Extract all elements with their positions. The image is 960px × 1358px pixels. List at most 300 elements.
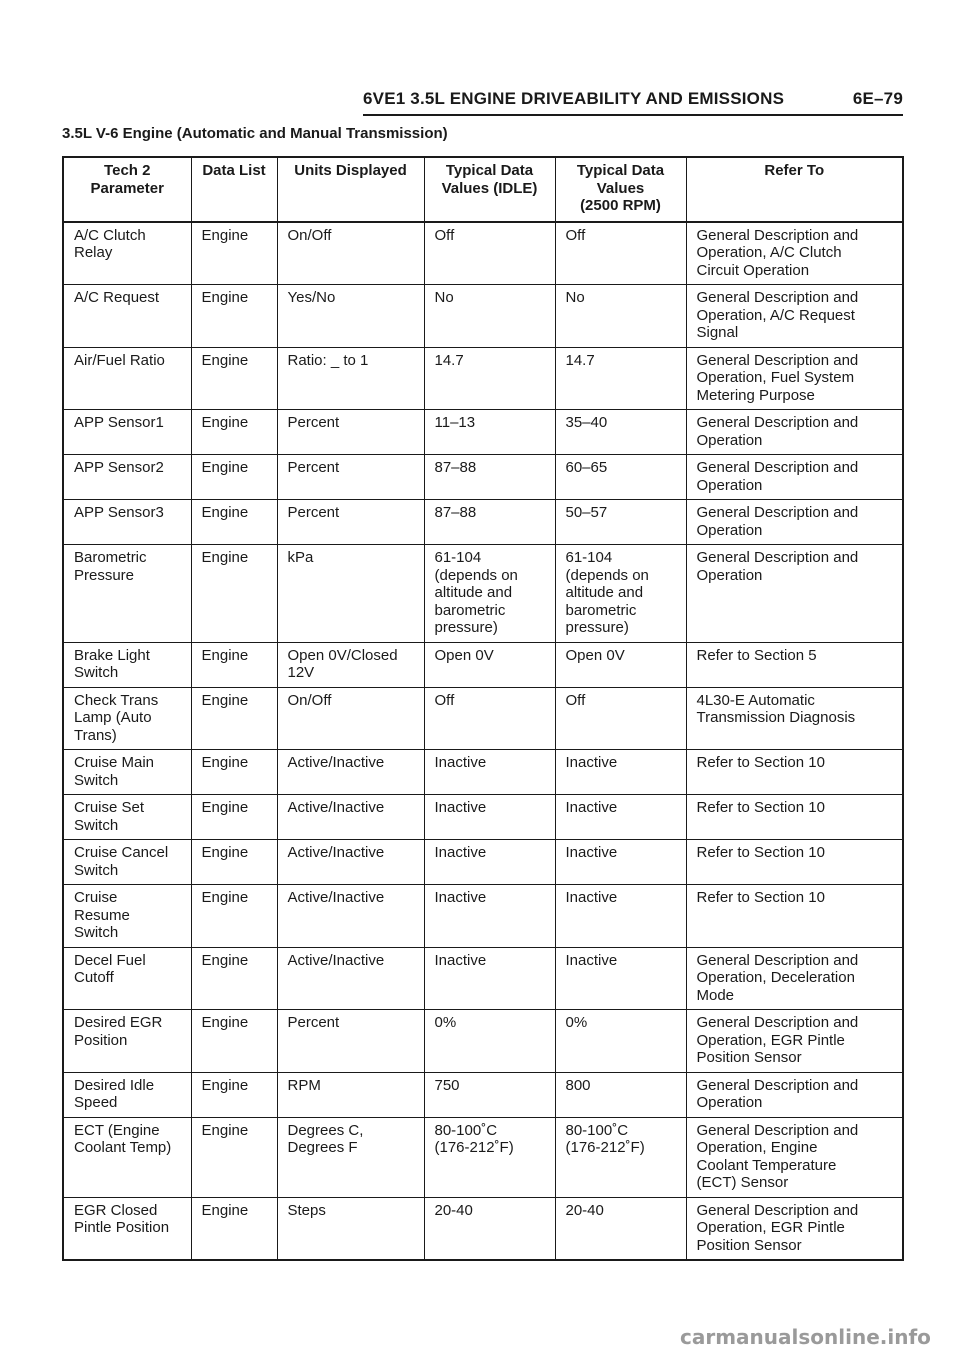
cell-line: General Description and <box>696 1121 859 1139</box>
cell-data-list <box>191 750 277 795</box>
cell-line: Operation, Fuel System <box>696 369 855 386</box>
cell-line: 80-100˚C <box>565 1121 629 1139</box>
cell-line: Engine <box>201 504 249 521</box>
cell-line: Parameter <box>90 179 164 197</box>
cell-typical-idle <box>424 1010 555 1073</box>
cell-units-displayed <box>277 642 424 687</box>
cell-line: 14.7 <box>565 351 595 369</box>
cell-line: No <box>565 289 585 306</box>
table-row <box>63 455 903 500</box>
cell-line: Relay <box>74 244 113 261</box>
cell-line: Operation <box>696 1094 763 1111</box>
cell-line: (depends on <box>434 566 518 584</box>
cell-line: General Description and <box>696 351 859 369</box>
cell-refer-to <box>686 947 903 1010</box>
cell-line: Typical Data <box>576 162 665 179</box>
cell-typical-idle <box>424 885 555 948</box>
cell-line: barometric <box>565 601 637 619</box>
cell-refer-to <box>686 285 903 348</box>
cell-refer-to <box>686 840 903 885</box>
cell-line: Units Displayed <box>294 162 407 179</box>
column-header-parameter <box>63 157 191 222</box>
cell-line: altitude and <box>434 584 513 601</box>
cell-line: Operation <box>696 566 763 584</box>
cell-line: 4L30-E Automatic <box>696 691 815 709</box>
table-row <box>63 795 903 840</box>
cell-line: Inactive <box>565 799 618 816</box>
cell-parameter <box>63 1197 191 1260</box>
cell-units-displayed <box>277 500 424 545</box>
cell-line: General Description and <box>696 289 859 306</box>
table-row <box>63 222 903 285</box>
cell-line: EGR Closed <box>74 1201 158 1219</box>
cell-line: APP Sensor3 <box>74 504 164 521</box>
cell-units-displayed <box>277 795 424 840</box>
cell-line: Brake Light <box>74 646 150 664</box>
cell-line: Yes/No <box>287 289 336 306</box>
cell-line: 80-100˚C <box>434 1121 498 1139</box>
cell-line: Switch <box>74 861 119 879</box>
cell-parameter <box>63 1010 191 1073</box>
cell-line: Cruise <box>74 889 118 906</box>
cell-line: Inactive <box>434 754 487 771</box>
cell-parameter <box>63 1117 191 1197</box>
cell-line: Operation, EGR Pintle <box>696 1031 845 1049</box>
cell-line: Engine <box>201 799 249 816</box>
cell-line: Open 0V <box>565 646 625 664</box>
table-row <box>63 1010 903 1073</box>
cell-line: Engine <box>201 646 249 664</box>
table-row <box>63 750 903 795</box>
cell-line: Barometric <box>74 549 147 566</box>
cell-line: Degrees F <box>287 1139 358 1156</box>
cell-units-displayed <box>277 285 424 348</box>
cell-refer-to <box>686 545 903 643</box>
cell-refer-to <box>686 795 903 840</box>
cell-line: Pintle Position <box>74 1219 170 1236</box>
cell-typical-idle <box>424 947 555 1010</box>
cell-parameter <box>63 410 191 455</box>
cell-line: 11–13 <box>434 414 476 431</box>
cell-line: Engine <box>201 754 249 771</box>
cell-line: 750 <box>434 1076 460 1094</box>
cell-typical-2500rpm <box>555 285 686 348</box>
cell-line: Typical Data <box>445 162 534 179</box>
cell-refer-to <box>686 347 903 410</box>
cell-line: Engine <box>201 951 249 969</box>
cell-line: Trans) <box>74 726 117 744</box>
cell-line: (ECT) Sensor <box>696 1174 789 1191</box>
cell-parameter <box>63 840 191 885</box>
cell-units-displayed <box>277 885 424 948</box>
cell-typical-2500rpm <box>555 410 686 455</box>
cell-line: Metering Purpose <box>696 386 815 404</box>
table-row <box>63 642 903 687</box>
cell-line: Desired Idle <box>74 1076 155 1094</box>
watermark: carmanualsonline.info <box>680 1325 931 1349</box>
cell-line: Mode <box>696 986 735 1004</box>
cell-typical-2500rpm <box>555 642 686 687</box>
cell-typical-2500rpm <box>555 750 686 795</box>
cell-typical-idle <box>424 222 555 285</box>
cell-line: Data List <box>202 162 266 179</box>
cell-line: pressure) <box>565 619 629 636</box>
cell-typical-idle <box>424 410 555 455</box>
cell-line: Switch <box>74 771 119 789</box>
cell-units-displayed <box>277 347 424 410</box>
cell-line: Engine <box>201 549 249 566</box>
cell-refer-to <box>686 222 903 285</box>
cell-line: Coolant Temperature <box>696 1156 837 1174</box>
cell-line: General Description and <box>696 951 859 969</box>
cell-refer-to <box>686 642 903 687</box>
cell-line: Operation, EGR Pintle <box>696 1219 845 1236</box>
cell-parameter <box>63 455 191 500</box>
cell-units-displayed <box>277 222 424 285</box>
cell-line: RPM <box>287 1076 321 1094</box>
table-row <box>63 840 903 885</box>
cell-parameter <box>63 795 191 840</box>
cell-line: Active/Inactive <box>287 754 385 771</box>
cell-refer-to <box>686 885 903 948</box>
cell-line: Engine <box>201 844 249 861</box>
cell-line: Refer To <box>764 162 825 179</box>
cell-data-list <box>191 222 277 285</box>
cell-typical-idle <box>424 642 555 687</box>
table-row <box>63 1072 903 1117</box>
cell-line: Active/Inactive <box>287 951 385 969</box>
cell-typical-2500rpm <box>555 795 686 840</box>
manual-section-title: 6VE1 3.5L ENGINE DRIVEABILITY AND EMISSIONS <box>363 89 785 108</box>
cell-line: Signal <box>696 324 739 341</box>
cell-line: Operation <box>696 521 763 539</box>
cell-data-list <box>191 1117 277 1197</box>
cell-line: 87–88 <box>434 459 477 476</box>
cell-line: Inactive <box>565 889 618 906</box>
cell-line: Circuit Operation <box>696 261 810 279</box>
cell-typical-idle <box>424 347 555 410</box>
cell-line: Values <box>596 179 645 197</box>
cell-data-list <box>191 285 277 348</box>
table-row <box>63 687 903 750</box>
table-row <box>63 285 903 348</box>
cell-line: Engine <box>201 351 249 369</box>
cell-line: 35–40 <box>565 414 608 431</box>
cell-line: Inactive <box>434 951 487 969</box>
cell-line: Open 0V <box>434 646 494 664</box>
cell-line: Engine <box>201 1201 249 1219</box>
cell-line: Switch <box>74 924 119 941</box>
cell-data-list <box>191 840 277 885</box>
cell-line: Cruise Main <box>74 754 155 771</box>
cell-units-displayed <box>277 750 424 795</box>
cell-line: ECT (Engine <box>74 1121 160 1139</box>
cell-line: Operation <box>696 431 763 449</box>
cell-line: 20-40 <box>565 1201 604 1219</box>
cell-typical-2500rpm <box>555 885 686 948</box>
cell-line: Desired EGR <box>74 1014 163 1031</box>
cell-line: Active/Inactive <box>287 844 385 861</box>
cell-refer-to <box>686 1197 903 1260</box>
cell-typical-2500rpm <box>555 347 686 410</box>
cell-data-list <box>191 1010 277 1073</box>
table-row <box>63 545 903 643</box>
cell-parameter <box>63 285 191 348</box>
cell-parameter <box>63 750 191 795</box>
cell-line: Inactive <box>434 799 487 816</box>
cell-typical-idle <box>424 1072 555 1117</box>
cell-refer-to <box>686 500 903 545</box>
cell-typical-idle <box>424 795 555 840</box>
cell-line: Engine <box>201 459 249 476</box>
cell-data-list <box>191 642 277 687</box>
cell-units-displayed <box>277 1072 424 1117</box>
cell-line: General Description and <box>696 1201 859 1219</box>
cell-parameter <box>63 347 191 410</box>
cell-typical-idle <box>424 1117 555 1197</box>
column-header-typical-2500rpm <box>555 157 686 222</box>
cell-typical-idle <box>424 750 555 795</box>
header-divider <box>363 114 903 116</box>
cell-line: Active/Inactive <box>287 799 385 816</box>
cell-line: General Description and <box>696 1076 859 1094</box>
cell-line: Percent <box>287 414 340 431</box>
cell-line: Engine <box>201 414 249 431</box>
cell-line: 800 <box>565 1076 591 1094</box>
cell-line: Lamp (Auto <box>74 709 152 726</box>
cell-line: Position Sensor <box>696 1236 802 1254</box>
table-row <box>63 500 903 545</box>
cell-line: Active/Inactive <box>287 889 385 906</box>
page-header <box>363 89 903 111</box>
cell-data-list <box>191 687 277 750</box>
cell-line: Resume <box>74 906 130 924</box>
cell-refer-to <box>686 1072 903 1117</box>
table-body <box>63 222 903 1261</box>
cell-line: 12V <box>287 664 315 681</box>
cell-typical-2500rpm <box>555 840 686 885</box>
cell-line: Inactive <box>565 754 618 771</box>
cell-refer-to <box>686 750 903 795</box>
cell-line: Decel Fuel <box>74 951 146 969</box>
cell-line: Speed <box>74 1094 118 1111</box>
cell-line: General Description and <box>696 414 859 431</box>
cell-line: Switch <box>74 664 119 681</box>
cell-line: Engine <box>201 1014 249 1031</box>
cell-line: 14.7 <box>434 351 464 369</box>
cell-typical-2500rpm <box>555 455 686 500</box>
cell-typical-idle <box>424 687 555 750</box>
cell-line: APP Sensor1 <box>74 414 164 431</box>
cell-data-list <box>191 795 277 840</box>
cell-line: Engine <box>201 889 249 906</box>
cell-line: (2500 RPM) <box>580 197 661 214</box>
cell-refer-to <box>686 687 903 750</box>
cell-line: Operation, A/C Request <box>696 306 855 324</box>
cell-line: 0% <box>565 1014 588 1031</box>
cell-parameter <box>63 687 191 750</box>
cell-data-list <box>191 410 277 455</box>
cell-line: (176-212˚F) <box>565 1139 645 1156</box>
cell-typical-2500rpm <box>555 1197 686 1260</box>
cell-line: 20-40 <box>434 1201 473 1219</box>
cell-line: On/Off <box>287 226 332 244</box>
cell-line: Refer to Section 10 <box>696 754 825 771</box>
table-row <box>63 1197 903 1260</box>
cell-typical-2500rpm <box>555 947 686 1010</box>
cell-line: Inactive <box>565 951 618 969</box>
cell-line: Position <box>74 1031 128 1049</box>
cell-data-list <box>191 947 277 1010</box>
table-row <box>63 1117 903 1197</box>
page-number: 6E–79 <box>852 89 903 108</box>
cell-typical-2500rpm <box>555 687 686 750</box>
cell-line: Operation, Deceleration <box>696 969 855 986</box>
cell-typical-idle <box>424 1197 555 1260</box>
cell-line: Cutoff <box>74 969 114 986</box>
cell-line: Engine <box>201 226 249 244</box>
cell-line: Operation, Engine <box>696 1139 818 1156</box>
cell-line: Pressure <box>74 566 135 584</box>
cell-line: Percent <box>287 459 340 476</box>
cell-line: General Description and <box>696 459 859 476</box>
tech2-parameter-table <box>62 156 904 1261</box>
cell-parameter <box>63 947 191 1010</box>
cell-line: Open 0V/Closed <box>287 646 398 664</box>
cell-line: Off <box>434 691 455 709</box>
cell-typical-idle <box>424 545 555 643</box>
column-header-refer-to <box>686 157 903 222</box>
cell-line: 50–57 <box>565 504 608 521</box>
cell-line: Refer to Section 10 <box>696 799 825 816</box>
cell-line: Refer to Section 10 <box>696 844 825 861</box>
cell-parameter <box>63 642 191 687</box>
cell-typical-2500rpm <box>555 1117 686 1197</box>
cell-refer-to <box>686 1010 903 1073</box>
cell-line: Off <box>565 226 586 244</box>
cell-line: (depends on <box>565 566 649 584</box>
cell-line: Refer to Section 10 <box>696 889 825 906</box>
cell-line: Transmission Diagnosis <box>696 709 856 726</box>
cell-line: Inactive <box>434 889 487 906</box>
cell-line: 61-104 <box>565 549 613 566</box>
cell-parameter <box>63 545 191 643</box>
column-header-data-list <box>191 157 277 222</box>
cell-typical-idle <box>424 500 555 545</box>
cell-line: General Description and <box>696 226 859 244</box>
cell-line: Refer to Section 5 <box>696 646 817 664</box>
cell-data-list <box>191 1197 277 1260</box>
cell-line: Operation <box>696 476 763 494</box>
cell-parameter <box>63 885 191 948</box>
cell-typical-idle <box>424 455 555 500</box>
table-header-row <box>63 157 903 222</box>
column-header-units-displayed <box>277 157 424 222</box>
cell-line: altitude and <box>565 584 644 601</box>
cell-line: General Description and <box>696 549 859 566</box>
cell-units-displayed <box>277 1117 424 1197</box>
cell-data-list <box>191 347 277 410</box>
cell-line: A/C Clutch <box>74 226 146 244</box>
cell-data-list <box>191 545 277 643</box>
cell-units-displayed <box>277 840 424 885</box>
cell-line: Degrees C, <box>287 1121 364 1139</box>
cell-line: Coolant Temp) <box>74 1139 172 1156</box>
cell-line: Off <box>565 691 586 709</box>
cell-units-displayed <box>277 687 424 750</box>
cell-line: Steps <box>287 1201 326 1219</box>
cell-units-displayed <box>277 947 424 1010</box>
cell-line: Percent <box>287 504 340 521</box>
cell-line: 61-104 <box>434 549 482 566</box>
table-row <box>63 347 903 410</box>
cell-line: (176-212˚F) <box>434 1139 514 1156</box>
cell-parameter <box>63 500 191 545</box>
cell-line: 87–88 <box>434 504 477 521</box>
cell-line: Operation, A/C Clutch <box>696 244 842 261</box>
cell-units-displayed <box>277 455 424 500</box>
cell-line: General Description and <box>696 504 859 521</box>
cell-typical-2500rpm <box>555 1010 686 1073</box>
cell-line: APP Sensor2 <box>74 459 164 476</box>
table-row <box>63 410 903 455</box>
cell-data-list <box>191 500 277 545</box>
cell-data-list <box>191 885 277 948</box>
cell-line: Ratio: _ to 1 <box>287 351 369 369</box>
cell-refer-to <box>686 455 903 500</box>
cell-line: Values (IDLE) <box>441 179 538 197</box>
cell-line: Engine <box>201 691 249 709</box>
cell-data-list <box>191 455 277 500</box>
cell-line: Tech 2 <box>104 162 151 179</box>
cell-refer-to <box>686 1117 903 1197</box>
cell-units-displayed <box>277 1197 424 1260</box>
cell-line: A/C Request <box>74 289 160 306</box>
cell-typical-idle <box>424 285 555 348</box>
cell-refer-to <box>686 410 903 455</box>
cell-line: On/Off <box>287 691 332 709</box>
cell-line: Engine <box>201 289 249 306</box>
cell-line: 60–65 <box>565 459 608 476</box>
cell-line: barometric <box>434 601 506 619</box>
cell-line: Inactive <box>565 844 618 861</box>
cell-units-displayed <box>277 410 424 455</box>
cell-typical-2500rpm <box>555 545 686 643</box>
table-title: 3.5L V-6 Engine (Automatic and Manual Transmission) <box>62 125 448 142</box>
cell-line: Off <box>434 226 455 244</box>
cell-units-displayed <box>277 1010 424 1073</box>
cell-line: General Description and <box>696 1014 859 1031</box>
cell-parameter <box>63 222 191 285</box>
column-header-typical-idle <box>424 157 555 222</box>
cell-parameter <box>63 1072 191 1117</box>
cell-line: Inactive <box>434 844 487 861</box>
cell-typical-2500rpm <box>555 222 686 285</box>
cell-line: 0% <box>434 1014 457 1031</box>
cell-typical-idle <box>424 840 555 885</box>
cell-line: Cruise Set <box>74 799 145 816</box>
cell-line: kPa <box>287 549 314 566</box>
cell-line: No <box>434 289 454 306</box>
cell-line: Percent <box>287 1014 340 1031</box>
cell-line: pressure) <box>434 619 498 636</box>
cell-line: Position Sensor <box>696 1049 802 1066</box>
cell-line: Switch <box>74 816 119 834</box>
table-row <box>63 947 903 1010</box>
table-row <box>63 885 903 948</box>
cell-line: Engine <box>201 1121 249 1139</box>
cell-line: Check Trans <box>74 691 159 709</box>
